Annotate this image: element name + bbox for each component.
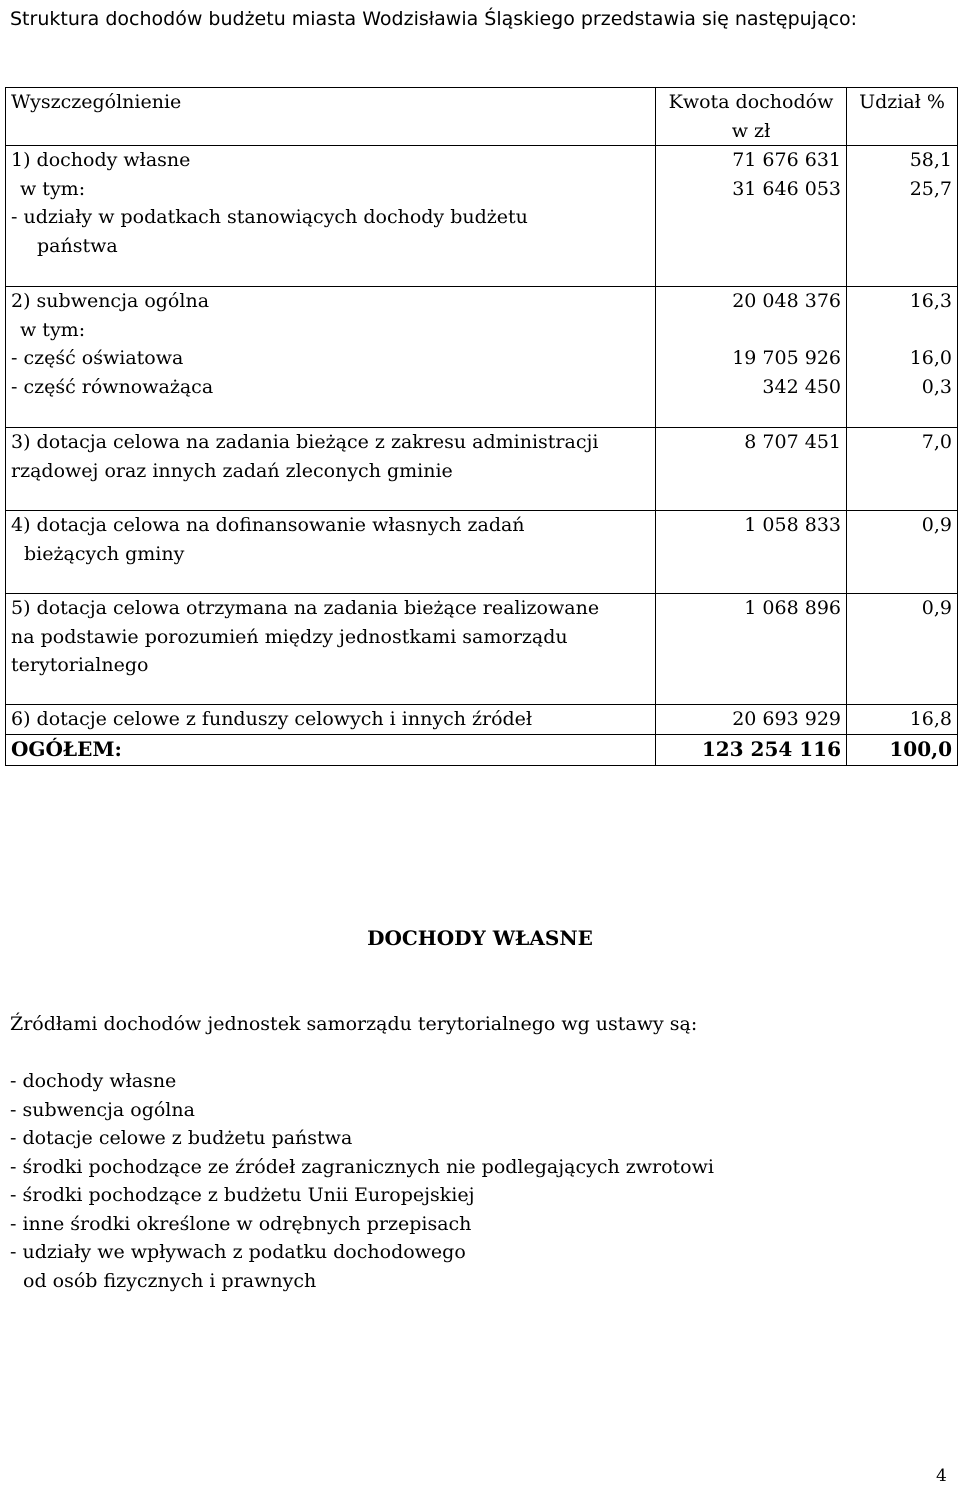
list-item: - dochody własne (10, 1070, 177, 1092)
list-item: - inne środki określone w odrębnych przepisach (10, 1212, 472, 1235)
header-description: Wyszczególnienie (6, 88, 656, 146)
header-amount-line1: Kwota dochodów (668, 91, 834, 113)
row-label (6, 428, 656, 511)
own-income-share: 58,1 (909, 149, 952, 171)
table-row (6, 287, 958, 428)
cofinancing-grant-share: 0,9 (847, 511, 958, 594)
list-item: - subwencja ogólna (10, 1098, 195, 1121)
row-amount (656, 287, 847, 428)
government-tasks-grant-label-cont: rządowej oraz innych zadań zleconych gminie (11, 459, 453, 482)
agreement-grant-amount: 1 068 896 (656, 594, 847, 705)
special-funds-grant-share: 16,8 (847, 705, 958, 735)
list-item: - dotacje celowe z budżetu państwa (10, 1127, 353, 1149)
row-label (6, 594, 656, 705)
total-amount: 123 254 116 (656, 734, 847, 765)
page-number: 4 (936, 1466, 947, 1486)
table-header-row (6, 88, 958, 146)
cofinancing-grant-label: 4) dotacja celowa na dofinansowanie własnych zadań (11, 514, 525, 536)
general-subsidy-amount: 20 048 376 (732, 290, 841, 312)
government-tasks-grant-amount: 8 707 451 (656, 428, 847, 511)
equalizing-part-label: - część równoważąca (11, 375, 214, 398)
section-heading: DOCHODY WŁASNE (367, 926, 593, 950)
table-row (6, 146, 958, 287)
total-row (6, 734, 958, 765)
table-row (6, 428, 958, 511)
income-structure-table (5, 87, 958, 766)
education-part-share: 16,0 (909, 347, 952, 369)
total-share: 100,0 (847, 734, 958, 765)
list-item-continuation: od osób fizycznych i prawnych (23, 1269, 317, 1292)
table-row (6, 594, 958, 705)
tax-shares-amount: 31 646 053 (732, 177, 841, 200)
list-item: - środki pochodzące ze źródeł zagranicznych nie podlegających zwrotowi (10, 1155, 714, 1178)
spacer (852, 316, 952, 345)
government-tasks-grant-share: 7,0 (847, 428, 958, 511)
own-income-subintro: w tym: (20, 177, 86, 200)
own-income-amount: 71 676 631 (732, 149, 841, 171)
agreement-grant-label-cont1: na podstawie porozumień między jednostkami samorządu (11, 625, 568, 648)
header-share: Udział % (847, 88, 958, 146)
agreement-grant-label: 5) dotacja celowa otrzymana na zadania bieżące realizowane (11, 597, 600, 619)
intro-heading: Struktura dochodów budżetu miasta Wodzisławia Śląskiego przedstawia się następująco: (10, 8, 858, 30)
special-funds-grant-label: 6) dotacje celowe z funduszy celowych i innych źródeł (6, 705, 656, 735)
government-tasks-grant-label: 3) dotacja celowa na zadania bieżące z zakresu administracji (11, 431, 599, 453)
tax-shares-label-cont: państwa (37, 234, 118, 257)
general-subsidy-label: 2) subwencja ogólna (11, 290, 210, 312)
general-subsidy-share: 16,3 (909, 290, 952, 312)
total-label: OGÓŁEM: (6, 734, 656, 765)
agreement-grant-share: 0,9 (847, 594, 958, 705)
general-subsidy-subintro: w tym: (20, 318, 86, 341)
equalizing-part-share: 0,3 (921, 375, 952, 398)
education-part-label: - część oświatowa (11, 347, 184, 369)
equalizing-part-amount: 342 450 (762, 375, 841, 398)
row-share (847, 287, 958, 428)
tax-shares-label: - udziały w podatkach stanowiących dochody budżetu (11, 206, 528, 228)
sources-intro-paragraph: Źródłami dochodów jednostek samorządu terytorialnego wg ustawy są: (10, 1013, 698, 1035)
spacer (661, 316, 841, 345)
own-income-label: 1) dochody własne (11, 149, 191, 171)
list-item: - udziały we wpływach z podatku dochodowego (10, 1241, 466, 1263)
list-item: - środki pochodzące z budżetu Unii Europejskiej (10, 1184, 475, 1206)
row-share (847, 146, 958, 287)
special-funds-grant-amount: 20 693 929 (656, 705, 847, 735)
row-label (6, 511, 656, 594)
row-amount (656, 146, 847, 287)
tax-shares-share: 25,7 (909, 177, 952, 200)
header-amount (656, 88, 847, 146)
cofinancing-grant-label-cont: bieżących gminy (24, 542, 185, 565)
cofinancing-grant-amount: 1 058 833 (656, 511, 847, 594)
header-amount-line2: w zł (731, 119, 771, 142)
table-row (6, 705, 958, 735)
income-sources-list (10, 1067, 714, 1295)
table-row (6, 511, 958, 594)
agreement-grant-label-cont2: terytorialnego (11, 654, 149, 676)
row-label (6, 146, 656, 287)
row-label (6, 287, 656, 428)
education-part-amount: 19 705 926 (732, 347, 841, 369)
